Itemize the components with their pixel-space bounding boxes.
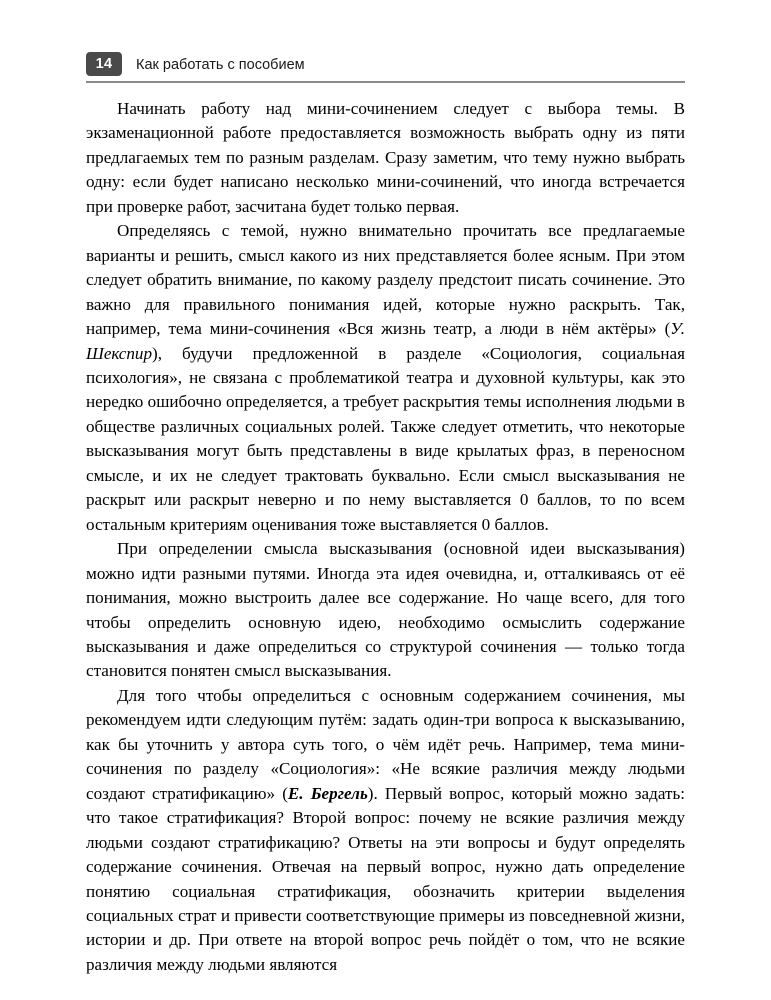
text-run: ). Первый вопрос, который можно задать: что такое стратификация? Второй вопрос: почему не всякие различия между людьми создают стратификацию? Ответы на эти вопросы и будут определять содержание сочинения. Отвечая на первый вопрос, нужно дать определение понятию социальная стратификация, обозначить критерии выделения социальных страт и привести соответствующие примеры из повседневной жизни, истории и др. При ответе на второй вопрос речь пойдёт о том, что не всякие различия между людьми являются xyxy=(86,783,685,974)
paragraph xyxy=(86,219,685,537)
paragraph xyxy=(86,537,685,684)
text-run: Начинать работу над мини-сочинением следует с выбора темы. В экзаменационной работе предоставляется возможность выбрать одну из пяти предлагаемых тем по разным разделам. Сразу заметим, что тему нужно выбрать одну: если будет написано несколько мини-сочинений, что иногда встречается при проверке работ, засчитана будет только первая. xyxy=(86,99,685,216)
running-title: Как работать с пособием xyxy=(136,57,305,73)
header-divider xyxy=(86,81,685,83)
running-header xyxy=(86,52,686,82)
paragraph xyxy=(86,97,685,219)
text-run: При определении смысла высказывания (основной идеи высказывания) можно идти разными путями. Иногда эта идея очевидна, и, отталкиваясь от её понимания, можно выстроить далее все содержание. Но чаще всего, для того чтобы определить основную идею, необходимо осмыслить содержание высказывания и даже определиться со структурой сочинения — только тогда становится понятен смысл высказывания. xyxy=(86,539,685,681)
text-run: Для того чтобы определиться с основным содержанием сочинения, мы рекомендуем идти следующим путём: задать один-три вопроса к высказыванию, как бы уточнить у автора суть того, о чём идёт речь. Например, тема мини-сочинения по разделу «Социология»: «Не всякие различия между людьми создают стратификацию» ( xyxy=(86,685,685,803)
body-text-block xyxy=(86,97,685,977)
italic-attribution: У. Шекспир xyxy=(86,319,685,363)
page-number-badge: 14 xyxy=(86,52,122,76)
text-run: Определяясь с темой, нужно внимательно прочитать все предлагаемые варианты и решить, смысл какого из них представляется более ясным. При этом следует обратить внимание, по какому разделу предстоит писать сочинение. Это важно для правильного понимания идей, которые нужно раскрыть. Так, например, тема мини-сочинения «Вся жизнь театр, а люди в нём актёры» ( xyxy=(86,221,685,339)
text-run: ), будучи предложенной в разделе «Социология, социальная психология», не связана с проблематикой театра и духовной культуры, как это нередко ошибочно определяется, а требует раскрытия темы исполнения людьми в обществе различных социальных ролей. Также следует отметить, что некоторые высказывания могут быть представлены в виде крылатых фраз, в переносном смысле, и их не следует трактовать буквально. Если смысл высказывания не раскрыт или раскрыт неверно и по нему выставляется 0 баллов, то по всем остальным критериям оценивания тоже выставляется 0 баллов. xyxy=(86,343,685,534)
paragraph xyxy=(86,684,685,977)
italic-bold-attribution: Е. Бергель xyxy=(287,783,368,803)
